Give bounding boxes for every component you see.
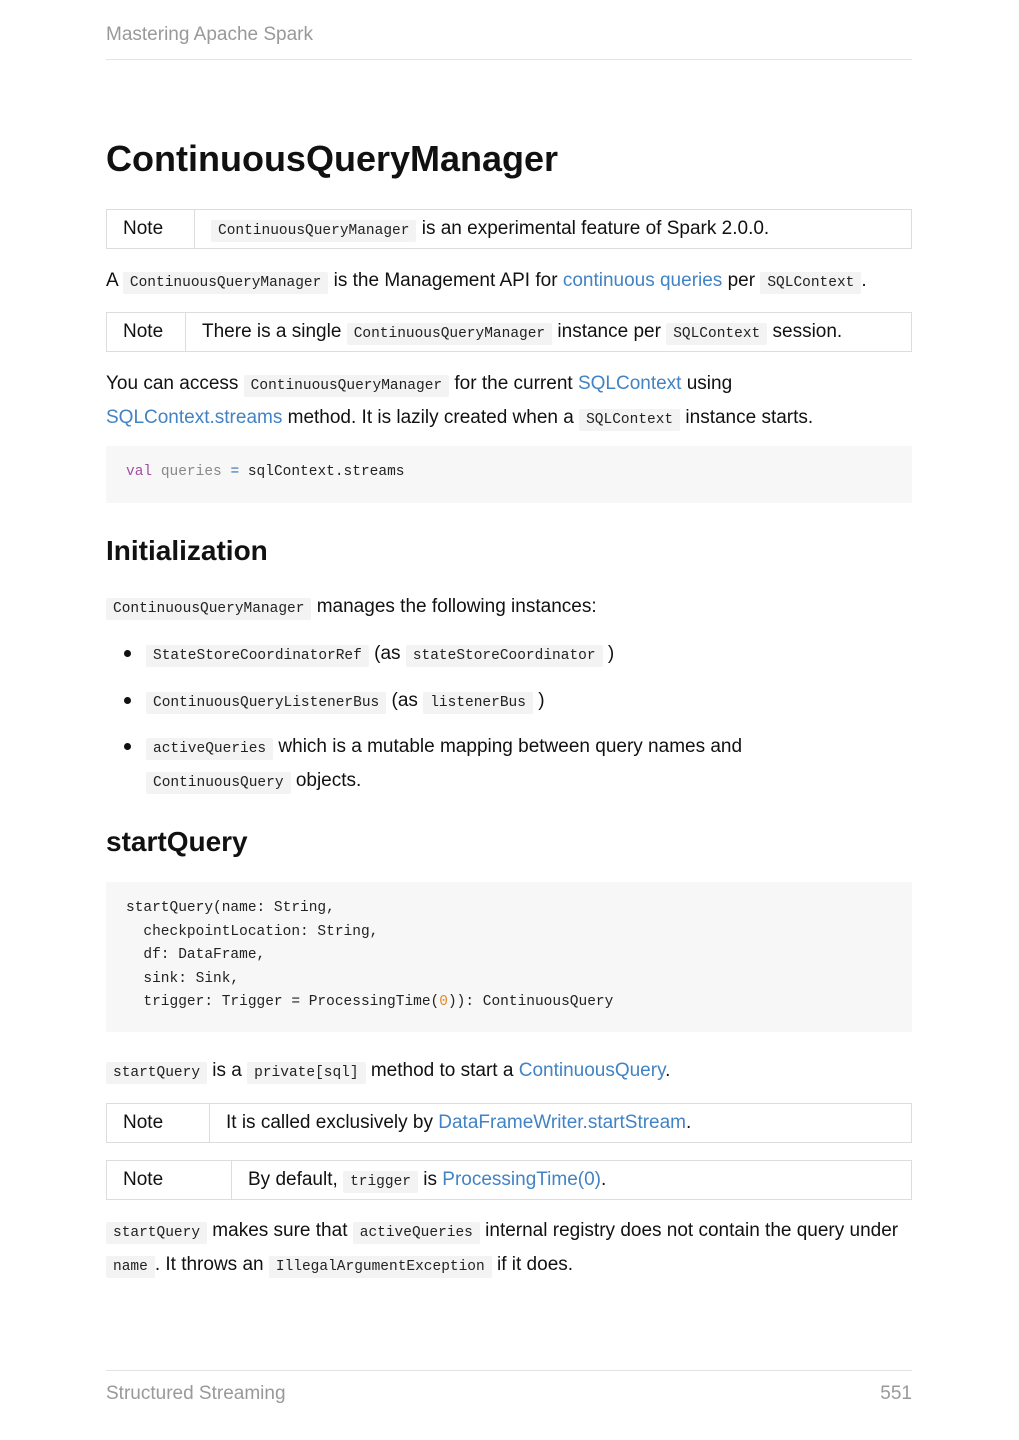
link-dataframewriter-startstream[interactable]: DataFrameWriter.startStream bbox=[438, 1112, 687, 1133]
list-item: activeQueries which is a mutable mapping between query names and ContinuousQuery objects. bbox=[146, 731, 912, 799]
list-item: StateStoreCoordinatorRef (as stateStoreCoordinator ) bbox=[146, 638, 912, 672]
link-sqlcontext-streams[interactable]: SQLContext.streams bbox=[106, 407, 283, 428]
page-title: ContinuousQueryManager bbox=[106, 138, 559, 179]
footer-section: Structured Streaming bbox=[106, 1383, 286, 1404]
startquery-description: startQuery is a private[sql] method to start a ContinuousQuery. bbox=[106, 1055, 912, 1089]
running-header bbox=[106, 24, 912, 60]
note-default-trigger bbox=[106, 1160, 912, 1200]
note-text: There is a single ContinuousQueryManager instance per SQLContext session. bbox=[186, 321, 842, 343]
note-single-instance bbox=[106, 312, 912, 352]
intro-paragraph: A ContinuousQueryManager is the Management API for continuous queries per SQLContext . bbox=[106, 265, 912, 299]
code-block-startquery: startQuery(name: String, checkpointLocation: String, df: DataFrame, sink: Sink, trigger: Trigger = ProcessingTime(0)): ContinuousQuery bbox=[106, 882, 912, 1032]
link-sqlcontext[interactable]: SQLContext bbox=[577, 373, 682, 394]
note-label: Note bbox=[107, 1104, 210, 1142]
init-paragraph: ContinuousQueryManager manages the following instances: bbox=[106, 591, 912, 625]
link-continuousquery[interactable]: ContinuousQuery bbox=[518, 1060, 666, 1081]
link-processingtime[interactable]: ProcessingTime(0) bbox=[442, 1169, 602, 1190]
note-text: It is called exclusively by DataFrameWriter.startStream. bbox=[226, 1112, 692, 1133]
note-label: Note bbox=[107, 210, 195, 248]
page-number: 551 bbox=[880, 1383, 912, 1404]
running-footer bbox=[106, 1370, 912, 1405]
note-experimental bbox=[106, 209, 912, 249]
note-text: ContinuousQueryManager is an experimental feature of Spark 2.0.0. bbox=[195, 218, 769, 240]
code-block-queries: val queries = sqlContext.streams bbox=[106, 446, 912, 503]
note-label: Note bbox=[107, 313, 186, 351]
startquery-registry-paragraph: startQuery makes sure that activeQueries internal registry does not contain the query under name . It throws an IllegalArgumentException if it does. bbox=[106, 1215, 912, 1283]
heading-startquery: startQuery bbox=[106, 826, 248, 857]
note-text: By default, trigger is ProcessingTime(0). bbox=[232, 1169, 606, 1191]
access-paragraph: You can access ContinuousQueryManager for the current SQLContext using SQLContext.streams method. It is lazily created when a SQLContext instance starts. bbox=[106, 368, 912, 436]
heading-initialization: Initialization bbox=[106, 535, 268, 566]
note-label: Note bbox=[107, 1161, 232, 1199]
list-item: ContinuousQueryListenerBus (as listenerBus ) bbox=[146, 685, 912, 719]
note-called-by bbox=[106, 1103, 912, 1143]
book-title: Mastering Apache Spark bbox=[106, 24, 314, 45]
link-continuous-queries[interactable]: continuous queries bbox=[562, 270, 723, 291]
